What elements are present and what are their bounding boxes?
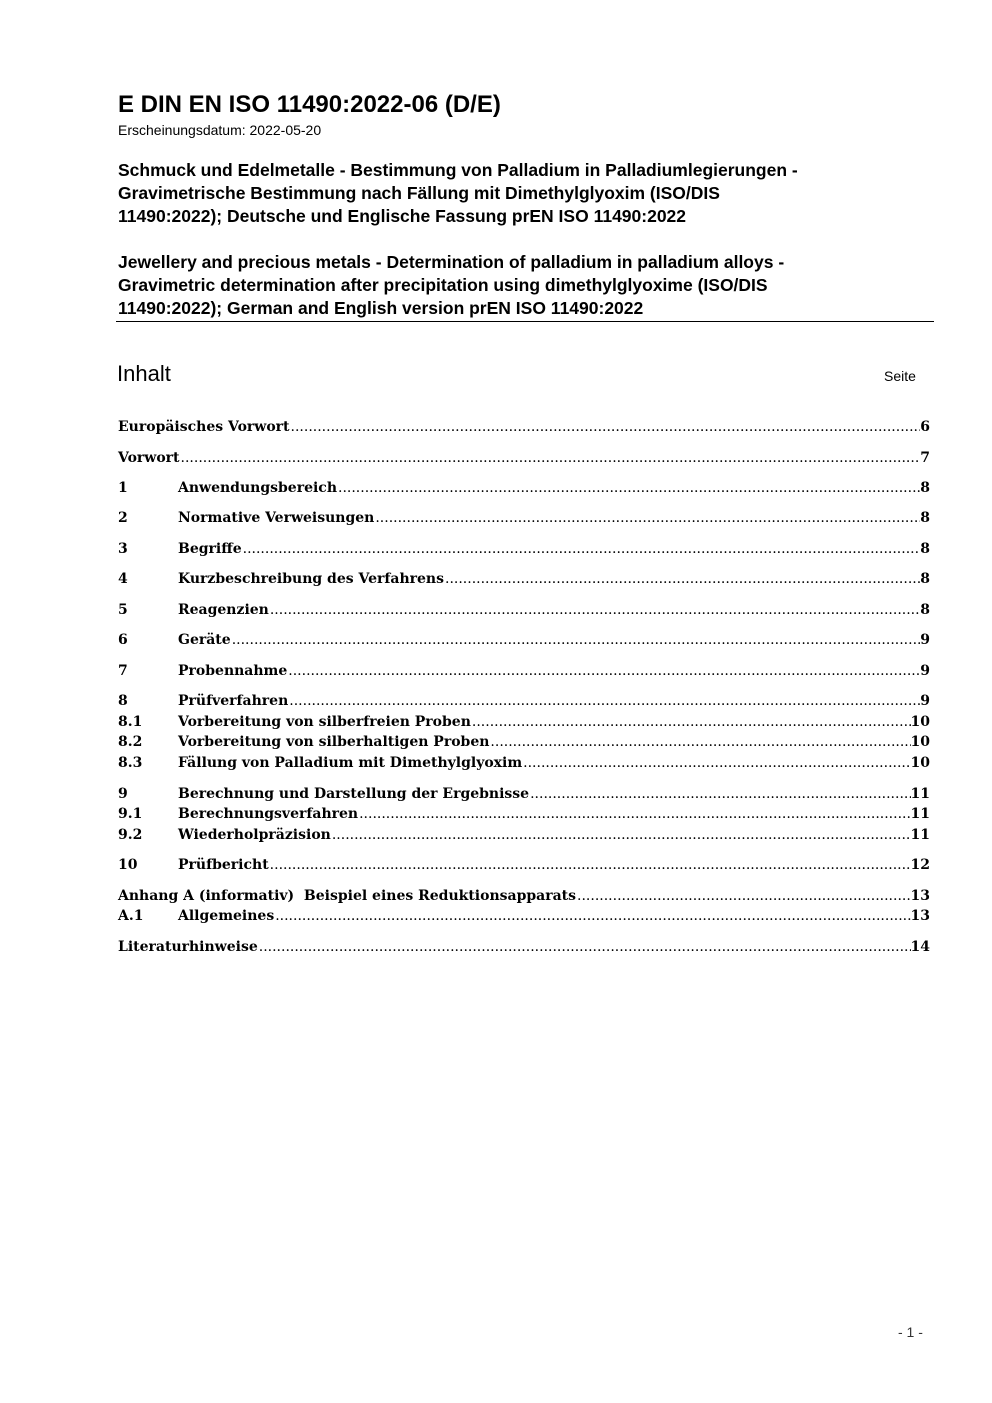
toc-entry-number: 5	[118, 602, 128, 618]
toc-dot-leader	[576, 886, 910, 906]
toc-entry-title: Normative Verweisungen	[178, 510, 375, 526]
toc-entry-title: Geräte	[178, 632, 231, 648]
toc-entry-title: Anhang A (informativ) Beispiel eines Reduktionsapparats	[118, 888, 577, 904]
toc-entry-page: 9	[920, 663, 930, 679]
toc-entry-number: 7	[118, 663, 128, 679]
title-german-line: Gravimetrische Bestimmung nach Fällung mit Dimethylglyoxim (ISO/DIS	[118, 183, 720, 203]
toc-entry[interactable]	[118, 508, 930, 528]
toc-entry[interactable]	[118, 937, 930, 957]
toc-entry-title: Vorwort	[118, 450, 180, 466]
toc-entry-number: 9	[118, 786, 128, 802]
toc-entry-page: 11	[910, 786, 930, 802]
toc-entry-page: 13	[910, 888, 930, 904]
toc-entry[interactable]	[118, 732, 930, 752]
toc-dot-leader	[274, 906, 910, 926]
toc-entry[interactable]	[118, 825, 930, 845]
toc-dot-leader	[374, 508, 920, 528]
toc-entry-page: 8	[920, 602, 930, 618]
toc-dot-leader	[258, 937, 911, 957]
toc-dot-leader	[522, 753, 910, 773]
document-id: E DIN EN ISO 11490:2022-06 (D/E)	[118, 91, 501, 118]
toc-entry[interactable]	[118, 886, 930, 906]
toc-entry-number: 10	[118, 857, 138, 873]
toc-entry[interactable]	[118, 569, 930, 589]
toc-entry-page: 8	[920, 480, 930, 496]
toc-dot-leader	[444, 569, 920, 589]
toc-entry-page: 13	[910, 908, 930, 924]
toc-entry[interactable]	[118, 478, 930, 498]
title-english-line: Gravimetric determination after precipitation using dimethylglyoxime (ISO/DIS	[118, 275, 768, 295]
toc-page-column-label: Seite	[884, 368, 916, 384]
toc-entry[interactable]	[118, 448, 930, 468]
toc-entry-number: A.1	[118, 908, 144, 924]
toc-entry[interactable]	[118, 784, 930, 804]
toc-entry-page: 12	[910, 857, 930, 873]
toc-entry-title: Berechnungsverfahren	[178, 806, 359, 822]
toc-entry-title: Begriffe	[178, 541, 242, 557]
title-english-line: 11490:2022); German and English version prEN ISO 11490:2022	[118, 298, 644, 318]
toc-entry-number: 9.1	[118, 806, 143, 822]
toc-entry-page: 8	[920, 571, 930, 587]
toc-dot-leader	[269, 855, 911, 875]
title-german-line: 11490:2022); Deutsche und Englische Fassung prEN ISO 11490:2022	[118, 206, 687, 226]
toc-dot-leader	[489, 732, 910, 752]
toc-entry-title: Prüfverfahren	[178, 693, 289, 709]
toc-entry-title: Fällung von Palladium mit Dimethylglyoxim	[178, 755, 523, 771]
toc-entry[interactable]	[118, 539, 930, 559]
toc-entry-title: Probennahme	[178, 663, 288, 679]
toc-entry-page: 9	[920, 693, 930, 709]
toc-dot-leader	[242, 539, 921, 559]
toc-entry-number: 8.3	[118, 755, 143, 771]
toc-entry-page: 8	[920, 541, 930, 557]
title-german	[118, 159, 918, 228]
toc-entry[interactable]	[118, 753, 930, 773]
toc-entry-title: Kurzbeschreibung des Verfahrens	[178, 571, 444, 587]
toc-entry-page: 11	[910, 827, 930, 843]
toc-dot-leader	[331, 825, 911, 845]
toc-dot-leader	[358, 804, 910, 824]
toc-entry-number: 9.2	[118, 827, 143, 843]
toc-entry-title: Europäisches Vorwort	[118, 419, 290, 435]
toc-entry[interactable]	[118, 661, 930, 681]
toc-dot-leader	[290, 417, 921, 437]
title-english-line: Jewellery and precious metals - Determination of palladium in palladium alloys -	[118, 252, 785, 272]
toc-entry-page: 11	[910, 806, 930, 822]
toc-dot-leader	[529, 784, 910, 804]
toc-entry[interactable]	[118, 855, 930, 875]
toc-entry[interactable]	[118, 906, 930, 926]
toc-entry[interactable]	[118, 804, 930, 824]
toc-entry-number: 8.1	[118, 714, 143, 730]
toc-entry-page: 10	[910, 734, 930, 750]
toc-dot-leader	[231, 630, 921, 650]
toc-entry-number: 4	[118, 571, 128, 587]
toc-entry[interactable]	[118, 691, 930, 711]
toc-entry-number: 1	[118, 480, 128, 496]
toc-dot-leader	[180, 448, 921, 468]
toc-dot-leader	[471, 712, 911, 732]
toc-entry-page: 10	[910, 755, 930, 771]
toc-entry-title: Vorbereitung von silberhaltigen Proben	[178, 734, 490, 750]
toc-entry-title: Berechnung und Darstellung der Ergebnisse	[178, 786, 530, 802]
page-number: - 1 -	[898, 1324, 923, 1340]
toc-dot-leader	[269, 600, 920, 620]
toc-entry-number: 6	[118, 632, 128, 648]
header-divider	[116, 321, 934, 322]
publication-date: Erscheinungsdatum: 2022-05-20	[118, 122, 322, 138]
toc-entry-number: 8.2	[118, 734, 143, 750]
toc-entry-title: Reagenzien	[178, 602, 269, 618]
toc-heading: Inhalt	[117, 361, 171, 386]
toc-dot-leader	[288, 691, 920, 711]
toc-entry-page: 10	[910, 714, 930, 730]
toc-entry-page: 9	[920, 632, 930, 648]
toc-entry-title: Wiederholpräzision	[178, 827, 331, 843]
title-english	[118, 251, 918, 320]
toc-entry-title: Prüfbericht	[178, 857, 269, 873]
title-german-line: Schmuck und Edelmetalle - Bestimmung von Palladium in Palladiumlegierungen -	[118, 160, 798, 180]
toc-entry-title: Allgemeines	[178, 908, 275, 924]
toc-entry[interactable]	[118, 417, 930, 437]
toc-entry-number: 2	[118, 510, 128, 526]
toc-entry-page: 14	[910, 939, 930, 955]
toc-entry[interactable]	[118, 630, 930, 650]
toc-entry-number: 8	[118, 693, 128, 709]
toc-entry-number: 3	[118, 541, 128, 557]
toc-entry-title: Anwendungsbereich	[178, 480, 337, 496]
toc-entry-title: Vorbereitung von silberfreien Proben	[178, 714, 471, 730]
toc-entry[interactable]	[118, 600, 930, 620]
toc-dot-leader	[337, 478, 920, 498]
toc-entry-page: 8	[920, 510, 930, 526]
toc-entry-page: 7	[920, 450, 930, 466]
toc-dot-leader	[287, 661, 920, 681]
toc-entry[interactable]	[118, 712, 930, 732]
toc-entry-title: Literaturhinweise	[118, 939, 258, 955]
toc-entry-page: 6	[920, 419, 930, 435]
